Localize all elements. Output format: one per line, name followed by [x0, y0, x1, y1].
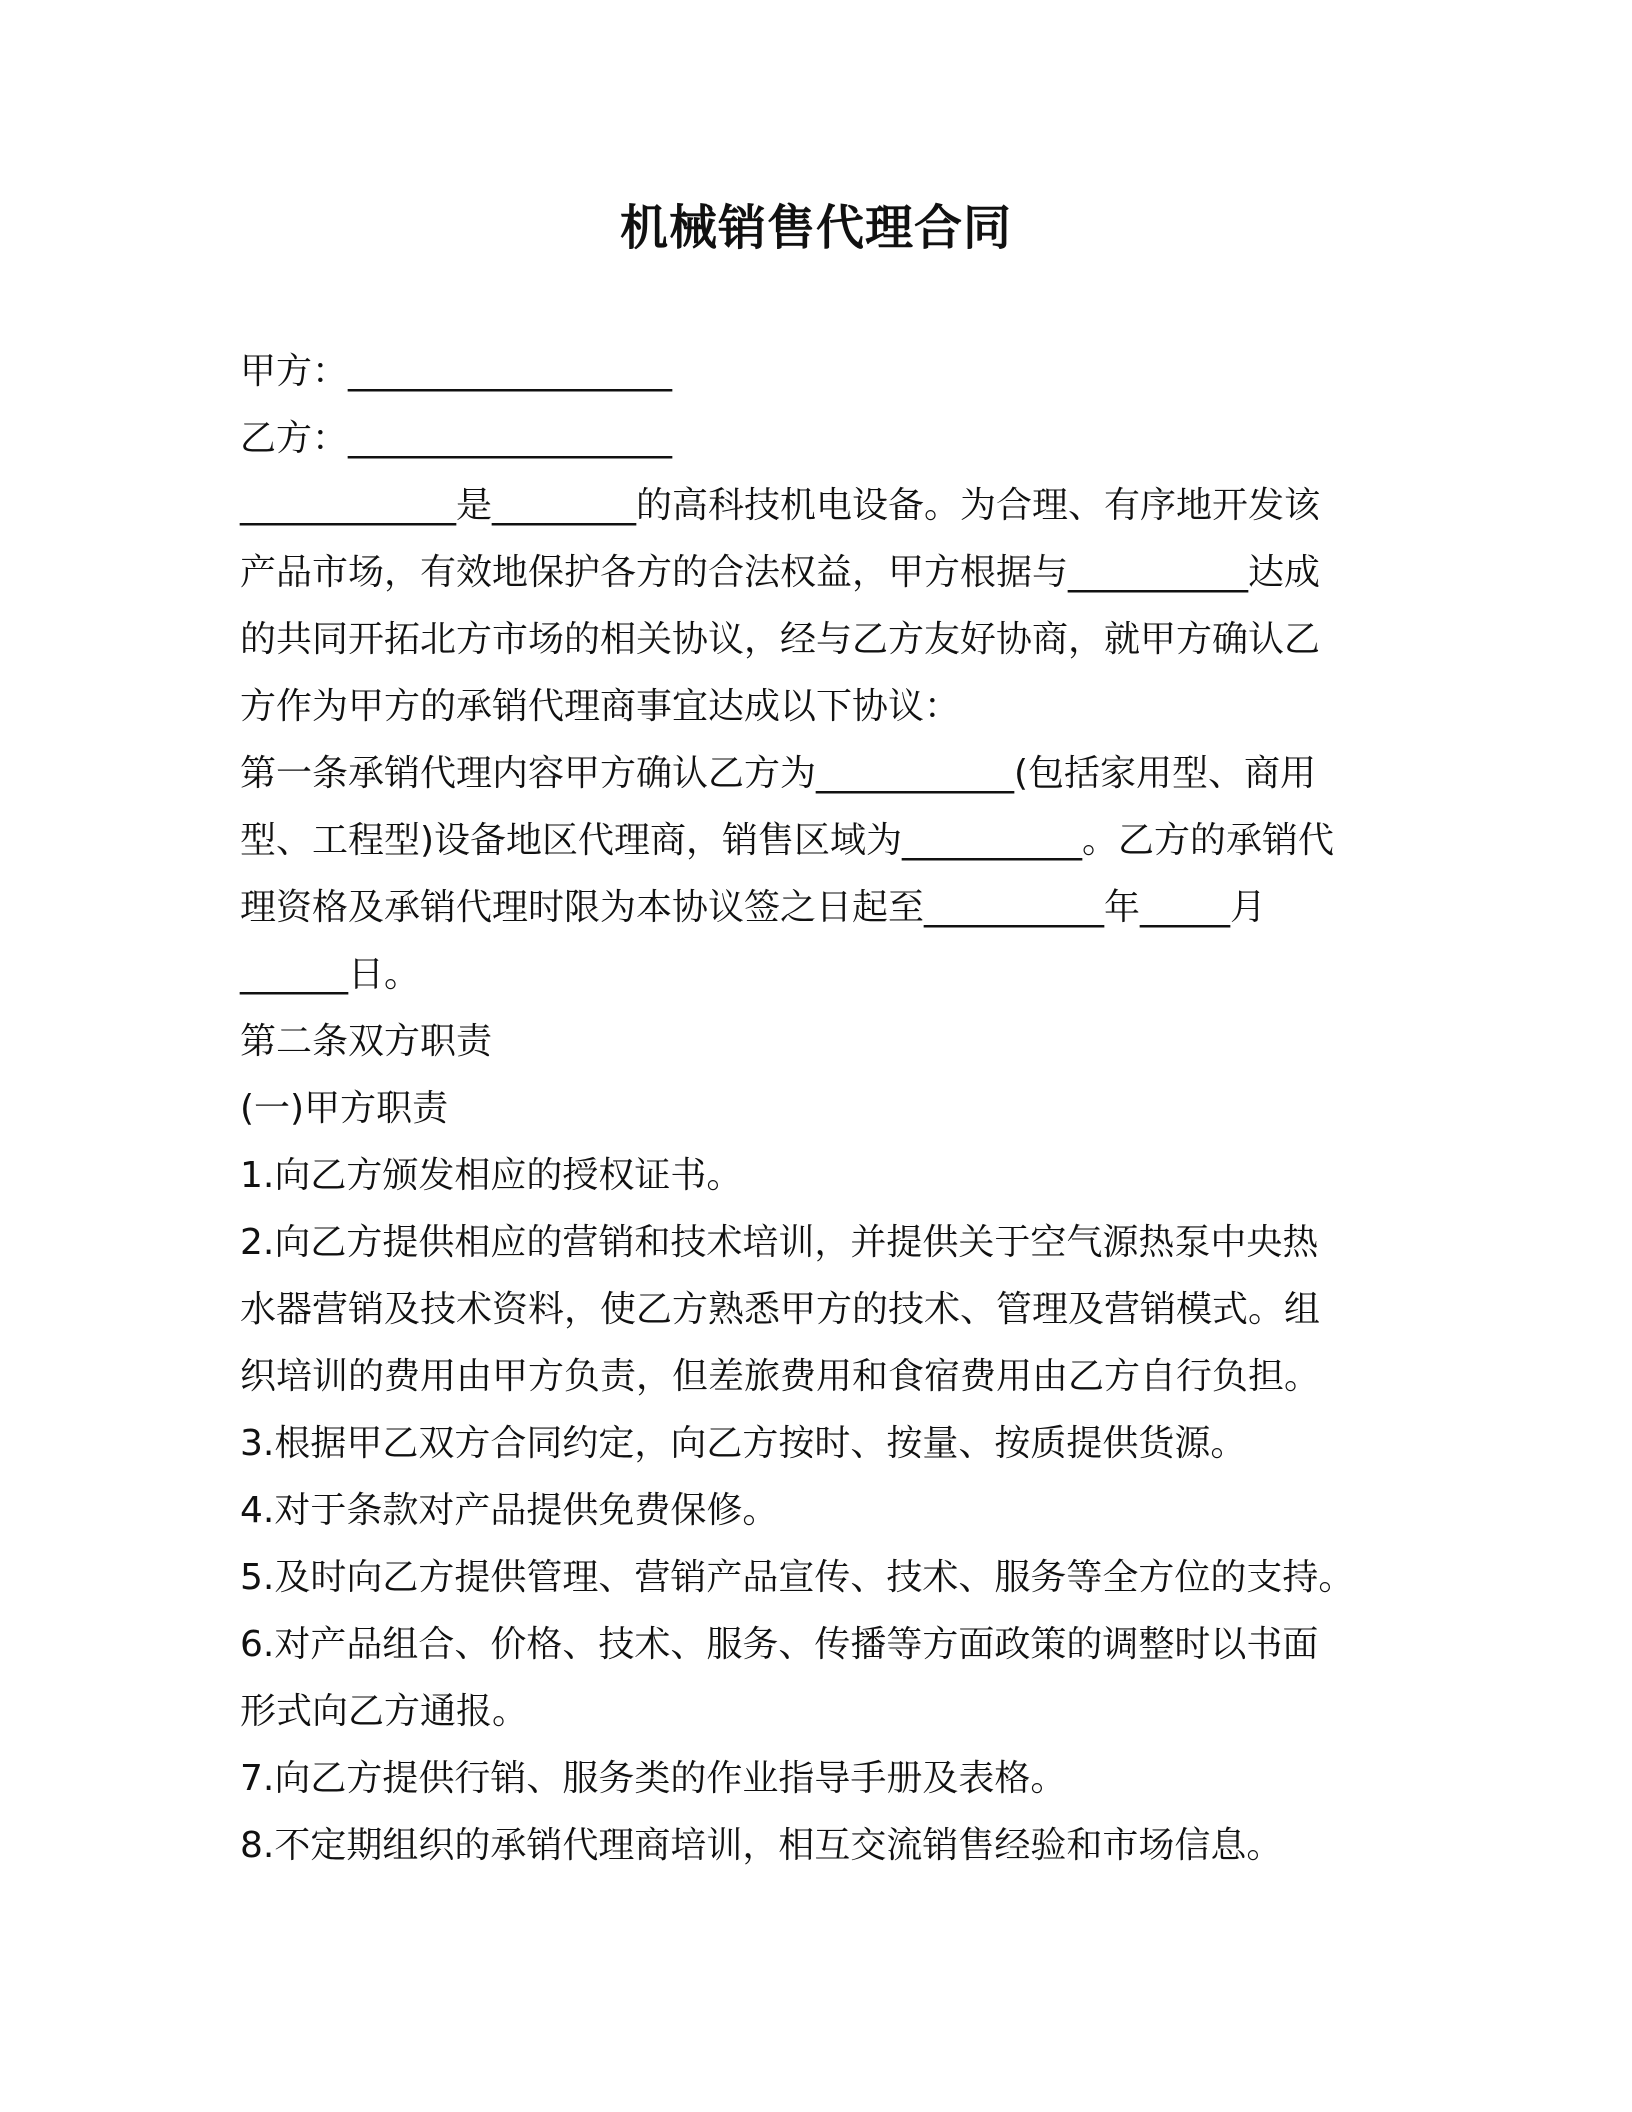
party-b-line: 乙方：__________________	[240, 418, 673, 459]
duty-item: 水器营销及技术资料，使乙方熟悉甲方的技术、管理及营销模式。组	[240, 1289, 1321, 1330]
duty-item: 形式向乙方通报。	[240, 1691, 529, 1732]
duty-item: 5.及时向乙方提供管理、营销产品宣传、技术、服务等全方位的支持。	[240, 1557, 1355, 1598]
section-party-a-duties-heading: (一)甲方职责	[240, 1088, 449, 1129]
duty-item: 2.向乙方提供相应的营销和技术培训，并提供关于空气源热泵中央热	[240, 1222, 1319, 1263]
duty-item: 7.向乙方提供行销、服务类的作业指导手册及表格。	[240, 1758, 1067, 1799]
preamble-line: 的共同开拓北方市场的相关协议，经与乙方友好协商，就甲方确认乙	[240, 619, 1321, 660]
article-1-line: 理资格及承销代理时限为本协议签之日起至__________年_____月	[240, 887, 1267, 928]
article-1-line: 型、工程型)设备地区代理商，销售区域为__________。乙方的承销代	[240, 820, 1335, 861]
article-2-heading: 第二条双方职责	[240, 1021, 493, 1062]
preamble-line: 方作为甲方的承销代理商事宜达成以下协议：	[240, 686, 961, 727]
preamble-line: ____________是________的高科技机电设备。为合理、有序地开发该	[240, 485, 1321, 526]
duty-item: 6.对产品组合、价格、技术、服务、传播等方面政策的调整时以书面	[240, 1624, 1319, 1665]
article-1-line: ______日。	[240, 954, 421, 995]
document-title: 机械销售代理合同	[619, 200, 1012, 256]
preamble-line: 产品市场，有效地保护各方的合法权益，甲方根据与__________达成	[240, 552, 1321, 593]
duty-item: 织培训的费用由甲方负责，但差旅费用和食宿费用由乙方自行负担。	[240, 1356, 1321, 1397]
duty-item: 3.根据甲乙双方合同约定，向乙方按时、按量、按质提供货源。	[240, 1423, 1247, 1464]
article-1-line: 第一条承销代理内容甲方确认乙方为___________(包括家用型、商用	[240, 753, 1317, 794]
document-body	[240, 338, 1400, 1879]
duty-item: 8.不定期组织的承销代理商培训，相互交流销售经验和市场信息。	[240, 1825, 1283, 1866]
duty-item: 1.向乙方颁发相应的授权证书。	[240, 1155, 743, 1196]
duty-item: 4.对于条款对产品提供免费保修。	[240, 1490, 779, 1531]
party-a-line: 甲方：__________________	[240, 351, 673, 392]
